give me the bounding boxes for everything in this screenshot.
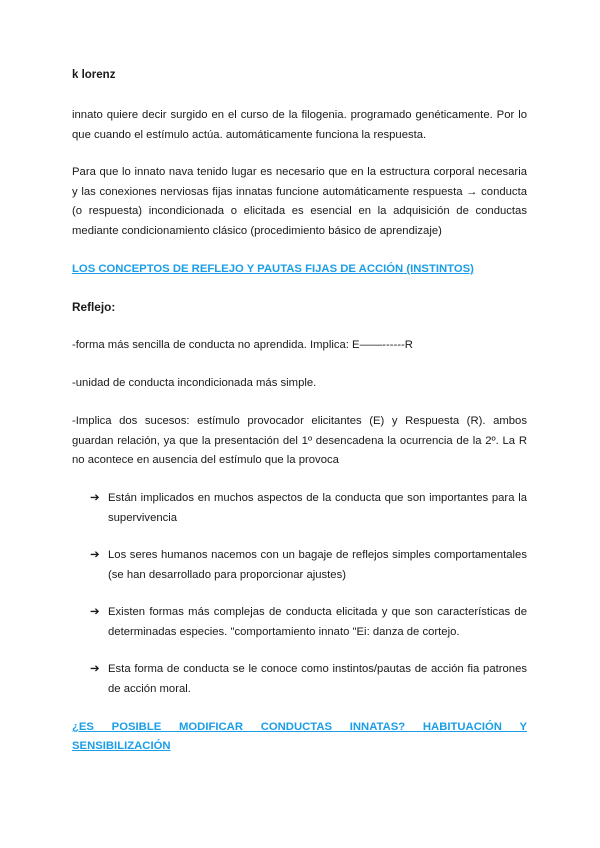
reflejo-definition: -forma más sencilla de conducta no aprendida. Implica: E——------R [72, 339, 413, 351]
list-item-text: Están implicados en muchos aspectos de la conducta que son importantes para la supervivencia [108, 492, 527, 524]
arrow-bullet-icon: ➔ [90, 663, 100, 675]
reflejo-unidad: -unidad de conducta incondicionada más simple. [72, 377, 317, 389]
list-item-text: Los seres humanos nacemos con un bagaje de reflejos simples comportamentales (se han desarrollado para proporcionar ajustes) [108, 549, 527, 581]
paragraph-condiciones: Para que lo innato nava tenido lugar es necesario que en la estructura corporal necesaria y las conexiones nerviosas fijas innatas funcione automáticamente respuesta → conducta (o respuesta) incondicionada o elicitada es esencial en la adquisición de conductas mediante condicionamiento clásico (procedimiento básico de aprendizaje) [72, 166, 527, 237]
heading-modificar-link[interactable]: ¿ES POSIBLE MODIFICAR CONDUCTAS INNATAS? HABITUACIÓN Y [72, 721, 527, 733]
heading-conceptos-link[interactable]: LOS CONCEPTOS DE REFLEJO Y PAUTAS FIJAS DE ACCIÓN (INSTINTOS) [72, 263, 474, 275]
list-item-text: Esta forma de conducta se le conoce como instintos/pautas de acción fia patrones de acción moral. [108, 663, 527, 695]
reflejo-sucesos: -Implica dos sucesos: estímulo provocador elicitantes (E) y Respuesta (R). ambos guardan relación, ya que la presentación del 1º desencadena la ocurrencia de la 2º. La R no acontece en ausencia del estímulo que la provoca [72, 415, 527, 466]
arrow-bullet-icon: ➔ [90, 549, 100, 561]
heading-modificar-link-line2[interactable]: SENSIBILIZACIÓN [72, 740, 171, 752]
arrow-bullet-icon: ➔ [90, 492, 100, 504]
list-item-text: Existen formas más complejas de conducta elicitada y que son características de determinadas especies. "comportamiento innato "Ei: danza de cortejo. [108, 606, 527, 638]
document-title: k lorenz [72, 69, 116, 81]
paragraph-innato: innato quiere decir surgido en el curso de la filogenia. programado genéticamente. Por lo que cuando el estímulo actúa. automáticamente funciona la respuesta. [72, 109, 527, 141]
list-item [90, 660, 527, 699]
list-item [90, 489, 527, 528]
list-item [90, 546, 527, 585]
reflejo-label: Reflejo: [72, 300, 116, 314]
list-item [90, 603, 527, 642]
arrow-bullet-icon: ➔ [90, 606, 100, 618]
